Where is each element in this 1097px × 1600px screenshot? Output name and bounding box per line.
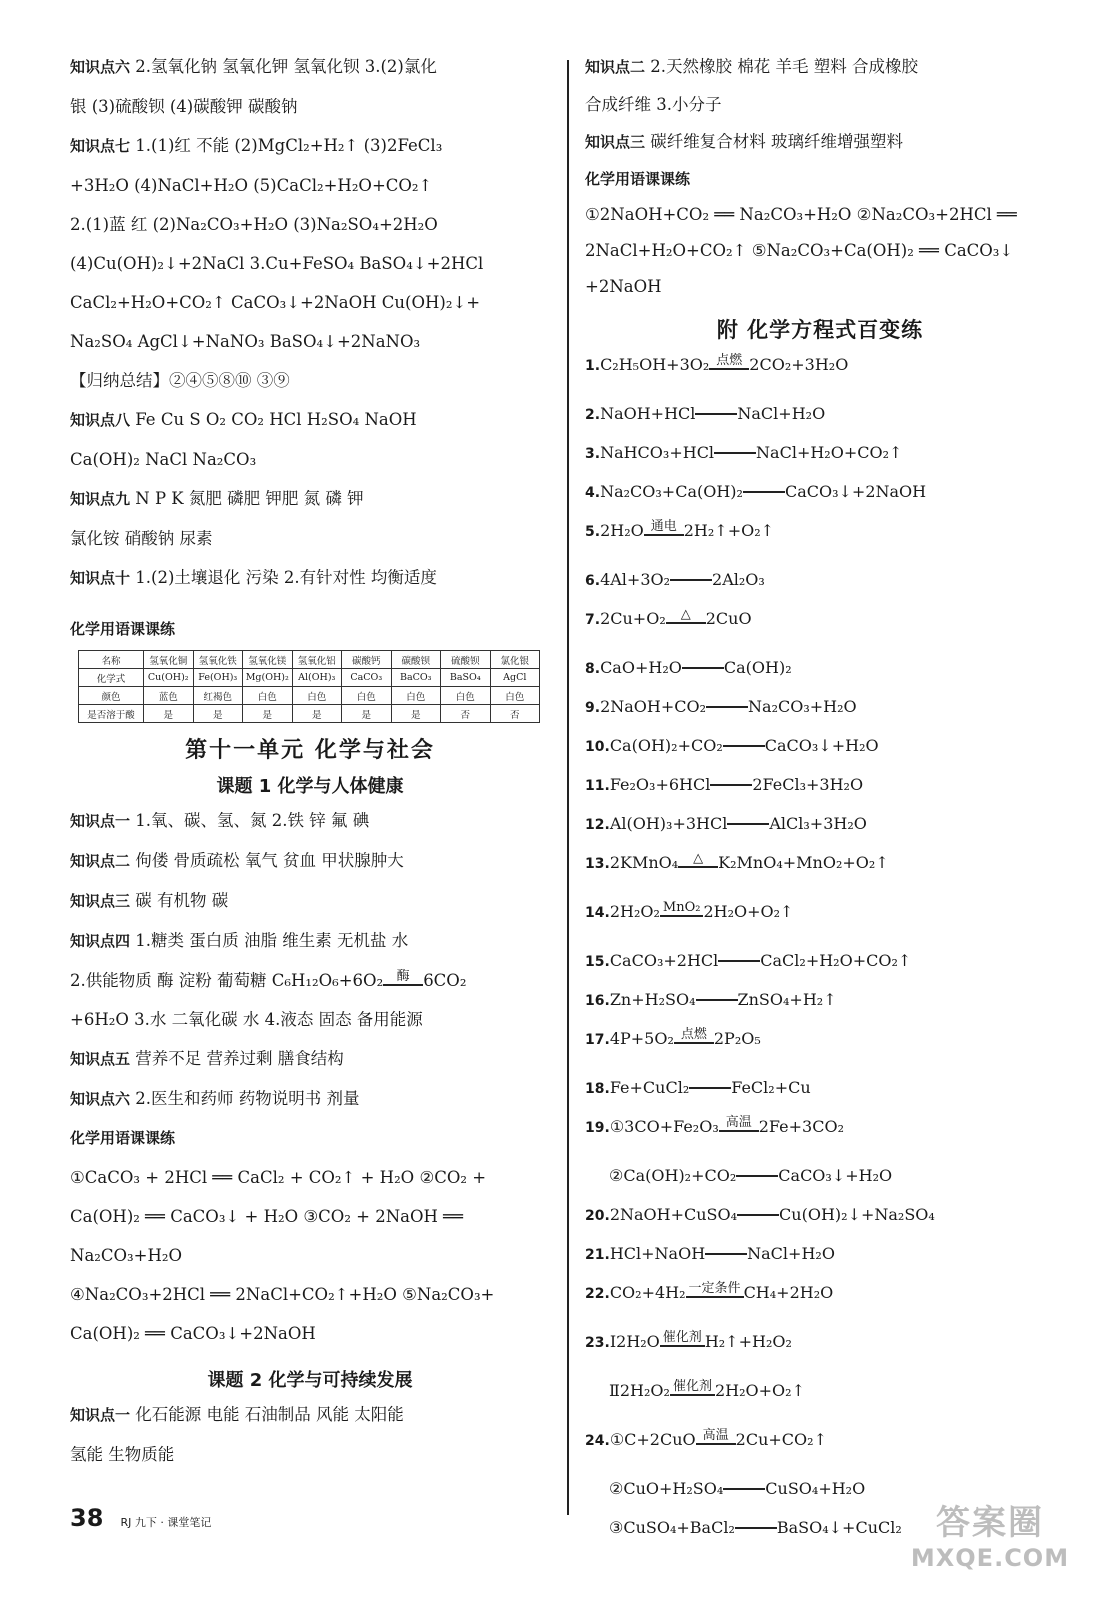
knowledge-label: 知识点三 xyxy=(70,892,131,910)
text-line xyxy=(70,1009,550,1030)
table-cell: Fe(OH)₃ xyxy=(193,669,243,687)
equation-line xyxy=(585,657,1055,680)
table-cell: 是 xyxy=(292,705,342,723)
condition-mark: 通电 xyxy=(644,520,684,536)
equation-line xyxy=(585,852,1055,875)
equation-reactants: ②CuO+H₂SO₄ xyxy=(609,1479,724,1498)
knowledge-label: 知识点六 xyxy=(70,1090,131,1108)
equation-line xyxy=(585,608,1055,631)
condition-mark: 高温 xyxy=(719,1116,759,1132)
table-cell: 氢氧化镁 xyxy=(243,651,293,669)
line-text: ①2NaOH+CO₂ ══ Na₂CO₃+H₂O ②Na₂CO₃+2HCl ══ xyxy=(585,205,1017,224)
table-cell: 名称 xyxy=(79,651,144,669)
equation-reactants: NaHCO₃+HCl xyxy=(600,443,715,462)
table-cell: 红褐色 xyxy=(193,687,243,705)
table-cell: 否 xyxy=(441,705,491,723)
condition-mark xyxy=(743,487,785,493)
text-line xyxy=(70,135,550,157)
table-cell: 碳酸钡 xyxy=(391,651,441,669)
knowledge-label: 知识点十 xyxy=(70,569,131,587)
table-cell: 否 xyxy=(490,705,540,723)
text-line xyxy=(585,276,1055,297)
table-row xyxy=(79,669,540,687)
equation-reactants: NaOH+HCl xyxy=(600,404,696,423)
text-line xyxy=(70,175,550,196)
condition-mark xyxy=(682,663,724,669)
right-column xyxy=(585,56,1055,1556)
equation-number: 1. xyxy=(585,358,601,374)
condition-mark: 高温 xyxy=(696,1429,736,1445)
equation-products: CH₄+2H₂O xyxy=(743,1283,834,1302)
equation-line xyxy=(585,1165,1055,1188)
table-cell: Cu(OH)₂ xyxy=(144,669,194,687)
equation-number: 3. xyxy=(585,446,601,462)
line-text: 银 (3)硫酸钡 (4)碳酸钾 碳酸钠 xyxy=(70,97,298,116)
condition-mark xyxy=(689,1083,731,1089)
knowledge-label: 知识点三 xyxy=(585,133,646,151)
table-cell: 白色 xyxy=(441,687,491,705)
equation-reactants: Ⅰ2H₂O xyxy=(609,1332,660,1351)
text-line xyxy=(70,567,550,589)
equation-line xyxy=(585,1331,1055,1354)
table-cell: Mg(OH)₂ xyxy=(243,669,293,687)
line-text: 2.(1)蓝 红 (2)Na₂CO₃+H₂O (3)Na₂SO₄+2H₂O xyxy=(70,215,438,234)
equation-products: AlCl₃+3H₂O xyxy=(769,814,867,833)
line-text: 1.氧、碳、氢、氮 2.铁 锌 氟 碘 xyxy=(130,811,370,830)
table-row xyxy=(79,705,540,723)
knowledge-label: 知识点七 xyxy=(70,137,131,155)
equation-reactants: 2H₂O₂ xyxy=(609,902,660,921)
equation-products: 2H₂O+O₂↑ xyxy=(703,902,794,921)
knowledge-label: 知识点五 xyxy=(70,1050,131,1068)
text-line xyxy=(70,292,550,313)
watermark-logo: 答案圈 MXQE.COM xyxy=(910,1503,1070,1572)
line-text: Ca(OH)₂ NaCl Na₂CO₃ xyxy=(70,450,257,469)
text-line xyxy=(70,331,550,352)
text-line xyxy=(70,214,550,235)
equation-number: 8. xyxy=(585,661,601,677)
equation-number: 4. xyxy=(585,485,601,501)
equation-line xyxy=(585,1204,1055,1227)
equation-number: 2. xyxy=(585,407,601,423)
line-text: 营养不足 营养过剩 膳食结构 xyxy=(130,1049,344,1068)
condition-mark: △ xyxy=(666,608,706,624)
line-text: CaCl₂+H₂O+CO₂↑ CaCO₃↓+2NaOH Cu(OH)₂↓+ xyxy=(70,293,481,312)
text-line xyxy=(70,1206,550,1227)
table-cell: BaSO₄ xyxy=(441,669,491,687)
table-cell: 氢氧化铝 xyxy=(292,651,342,669)
equation-line xyxy=(585,1282,1055,1305)
equation-products: K₂MnO₄+MnO₂+O₂↑ xyxy=(718,853,889,872)
equation-number: 5. xyxy=(585,524,601,540)
condition-mark: MnO₂ xyxy=(660,901,704,917)
table-row xyxy=(79,687,540,705)
equation-reactants: Ⅱ2H₂O₂ xyxy=(609,1381,670,1400)
equation-line xyxy=(585,774,1055,797)
right-practice-lines xyxy=(585,204,1055,312)
equation-reactants: 2NaOH+CO₂ xyxy=(600,697,707,716)
equation-line xyxy=(585,813,1055,836)
text-line xyxy=(70,1323,550,1344)
table-cell: 化学式 xyxy=(79,669,144,687)
line-text: 2.氢氧化钠 氢氧化钾 氢氧化钡 3.(2)氯化 xyxy=(130,57,437,76)
equation-reactants: C₂H₅OH+3O₂ xyxy=(600,355,710,374)
topic1-title: 课题 1 化学与人体健康 xyxy=(216,776,404,797)
equation-reactants: Fe+CuCl₂ xyxy=(609,1078,690,1097)
text-line xyxy=(70,96,550,117)
line-text: 1.糖类 蛋白质 油脂 维生素 无机盐 水 xyxy=(130,931,409,950)
line-text: +6H₂O 3.水 二氧化碳 水 4.液态 固态 备用能源 xyxy=(70,1010,423,1029)
table-cell: 氢氧化铜 xyxy=(144,651,194,669)
equation-products: BaSO₄↓+CuCl₂ xyxy=(776,1518,902,1537)
equation-number: 21. xyxy=(585,1247,610,1263)
equation-line xyxy=(585,735,1055,758)
equation-products: 2H₂O+O₂↑ xyxy=(714,1381,805,1400)
condition-mark xyxy=(705,1249,747,1255)
equation-products: 2P₂O₅ xyxy=(713,1029,761,1048)
practice2-lines xyxy=(70,1167,550,1362)
condition-mark: 点燃 xyxy=(674,1028,714,1044)
table-cell: 白色 xyxy=(243,687,293,705)
condition-mark: 点燃 xyxy=(709,354,749,370)
text-line xyxy=(70,930,550,952)
equation-products: 2FeCl₃+3H₂O xyxy=(752,775,864,794)
line-text: +3H₂O (4)NaCl+H₂O (5)CaCl₂+H₂O+CO₂↑ xyxy=(70,176,433,195)
line-text: +2NaOH xyxy=(585,277,662,296)
knowledge-label: 知识点八 xyxy=(70,411,131,429)
right-practice-heading: 化学用语课课练 xyxy=(585,170,691,188)
condition-mark xyxy=(718,956,760,962)
column-divider xyxy=(567,60,569,1515)
equation-reactants: Na₂CO₃+Ca(OH)₂ xyxy=(600,482,743,501)
equation-products: ZnSO₄+H₂↑ xyxy=(737,990,837,1009)
text-line xyxy=(585,204,1055,225)
knowledge-label: 知识点二 xyxy=(70,852,131,870)
page-number: 38 xyxy=(70,1504,104,1532)
equation-line xyxy=(585,442,1055,465)
line-text: Ca(OH)₂ ══ CaCO₃↓ + H₂O ③CO₂ + 2NaOH ══ xyxy=(70,1207,464,1226)
table-cell: 是 xyxy=(342,705,392,723)
equation-line xyxy=(585,1028,1055,1051)
equation-products: CaCO₃↓+2NaOH xyxy=(784,482,927,501)
knowledge-label: 知识点六 xyxy=(70,58,131,76)
table-cell: AgCl xyxy=(490,669,540,687)
equation-reactants: CaCO₃+2HCl xyxy=(609,951,719,970)
line-text: 氢能 生物质能 xyxy=(70,1445,175,1464)
equation-number: 17. xyxy=(585,1032,610,1048)
equation-reactants: 4Al+3O₂ xyxy=(600,570,671,589)
table-cell: 碳酸钙 xyxy=(342,651,392,669)
text-line xyxy=(585,240,1055,261)
line-text: 2NaCl+H₂O+CO₂↑ ⑤Na₂CO₃+Ca(OH)₂ ══ CaCO₃↓ xyxy=(585,241,1014,260)
equation-products: 2Cu+CO₂↑ xyxy=(735,1430,827,1449)
line-text: ①CaCO₃ + 2HCl ══ CaCl₂ + CO₂↑ + H₂O ②CO₂ + xyxy=(70,1168,487,1187)
equation-number: 23. xyxy=(585,1335,610,1351)
equation-number: 10. xyxy=(585,739,610,755)
table-cell: 是 xyxy=(243,705,293,723)
condition-mark xyxy=(706,702,748,708)
text-line xyxy=(70,528,550,549)
equation-number: 14. xyxy=(585,905,610,921)
text-line xyxy=(585,94,1055,115)
practice-heading: 化学用语课课练 xyxy=(70,620,176,638)
text-line xyxy=(70,449,550,470)
text-line xyxy=(70,370,550,391)
condition-mark: 催化剂 xyxy=(660,1331,705,1347)
equation-list xyxy=(585,354,1055,1556)
equation-line xyxy=(585,1380,1055,1403)
equation-products: 2Al₂O₃ xyxy=(712,570,765,589)
topic2-points xyxy=(70,1404,550,1483)
equation-reactants: 2Cu+O₂ xyxy=(600,609,666,628)
topic1-equation-line: 2.供能物质 酶 淀粉 葡萄糖 C₆H₁₂O₆+6O₂ 酶 6CO₂ xyxy=(70,969,467,990)
table-cell: 是 xyxy=(193,705,243,723)
equation-reactants: 4P+5O₂ xyxy=(609,1029,674,1048)
equation-number: 20. xyxy=(585,1208,610,1224)
condition-mark xyxy=(736,1171,778,1177)
equation-line xyxy=(585,1243,1055,1266)
equation-number: 7. xyxy=(585,612,601,628)
line-text: 1.(2)土壤退化 污染 2.有针对性 均衡适度 xyxy=(130,568,437,587)
equation-number: 12. xyxy=(585,817,610,833)
text-line xyxy=(585,131,1055,153)
equation-products: 2H₂↑+O₂↑ xyxy=(683,521,775,540)
equation-products: FeCl₂+Cu xyxy=(731,1078,811,1097)
knowledge-label: 知识点一 xyxy=(70,1406,131,1424)
topic2-title: 课题 2 化学与可持续发展 xyxy=(207,1370,413,1391)
equation-number: 6. xyxy=(585,573,601,589)
table-cell: 是否溶于酸 xyxy=(79,705,144,723)
equation-number: 11. xyxy=(585,778,610,794)
topic1-points xyxy=(70,810,550,970)
table-cell: 是 xyxy=(144,705,194,723)
equation-number: 13. xyxy=(585,856,610,872)
equation-number: 24. xyxy=(585,1433,610,1449)
table-cell: 是 xyxy=(391,705,441,723)
equation-reactants: 2NaOH+CuSO₄ xyxy=(609,1205,738,1224)
equation-products: NaCl+H₂O+CO₂↑ xyxy=(756,443,903,462)
left-knowledge-points xyxy=(70,56,550,607)
text-line xyxy=(70,810,550,832)
table-cell: BaCO₃ xyxy=(391,669,441,687)
equation-products: Na₂CO₃+H₂O xyxy=(748,697,857,716)
footer-text: RJ 九下 · 课堂笔记 xyxy=(120,1516,212,1529)
equation-reactants: Fe₂O₃+6HCl xyxy=(609,775,711,794)
equation-line xyxy=(585,989,1055,1012)
topic1-points-b xyxy=(70,1009,550,1128)
table-cell: 白色 xyxy=(391,687,441,705)
text-line xyxy=(70,1048,550,1070)
equation-products: Ca(OH)₂ xyxy=(723,658,792,677)
condition-mark xyxy=(737,1210,779,1216)
left-column xyxy=(70,56,550,1483)
equation-reactants: ③CuSO₄+BaCl₂ xyxy=(609,1518,735,1537)
line-text: 碳纤维复合材料 玻璃纤维增强塑料 xyxy=(645,132,904,151)
equation-line xyxy=(585,520,1055,543)
line-text: 佝偻 骨质疏松 氧气 贫血 甲状腺肿大 xyxy=(130,851,404,870)
text-line xyxy=(70,1245,550,1266)
right-knowledge-points xyxy=(585,56,1055,169)
table-cell: 蓝色 xyxy=(144,687,194,705)
equation-products: CaCO₃↓+H₂O xyxy=(764,736,879,755)
text-line xyxy=(70,409,550,431)
text-line xyxy=(70,1444,550,1465)
line-text: (4)Cu(OH)₂↓+2NaCl 3.Cu+FeSO₄ BaSO₄↓+2HCl xyxy=(70,254,484,273)
condition-mark xyxy=(714,448,756,454)
condition-mark: 酶 xyxy=(383,970,423,986)
knowledge-label: 知识点二 xyxy=(585,58,646,76)
equation-products: CaCO₃↓+H₂O xyxy=(778,1166,893,1185)
text-line xyxy=(70,488,550,510)
line-text: 2.天然橡胶 棉花 羊毛 塑料 合成橡胶 xyxy=(645,57,918,76)
line-text: 氯化铵 硝酸钠 尿素 xyxy=(70,529,213,548)
text-line xyxy=(70,1284,550,1305)
condition-mark xyxy=(735,1523,777,1529)
appendix-title: 附 化学方程式百变练 xyxy=(716,318,924,342)
equation-reactants: ①C+2CuO xyxy=(609,1430,696,1449)
equation-reactants: CaO+H₂O xyxy=(600,658,682,677)
equation-reactants: Ca(OH)₂+CO₂ xyxy=(609,736,723,755)
equation-products: CuSO₄+H₂O xyxy=(765,1479,866,1498)
line-text: 【归纳总结】②④⑤⑧⑩ ③⑨ xyxy=(70,371,290,390)
equation-products: NaCl+H₂O xyxy=(747,1244,835,1263)
line-text: Na₂SO₄ AgCl↓+NaNO₃ BaSO₄↓+2NaNO₃ xyxy=(70,332,421,351)
table-cell: 氢氧化铁 xyxy=(193,651,243,669)
line-text: 2.医生和药师 药物说明书 剂量 xyxy=(130,1089,360,1108)
condition-mark xyxy=(696,995,738,1001)
table-row xyxy=(79,651,540,669)
condition-mark: 一定条件 xyxy=(686,1282,744,1298)
equation-line xyxy=(585,403,1055,426)
line-text: Ca(OH)₂ ══ CaCO₃↓+2NaOH xyxy=(70,1324,316,1343)
properties-table xyxy=(78,650,540,723)
text-line xyxy=(70,1167,550,1188)
equation-products: Cu(OH)₂↓+Na₂SO₄ xyxy=(779,1205,935,1224)
line-text: 合成纤维 3.小分子 xyxy=(585,95,722,114)
equation-number: 15. xyxy=(585,954,610,970)
text-line xyxy=(70,56,550,78)
equation-number: 19. xyxy=(585,1120,610,1136)
equation-reactants: CO₂+4H₂ xyxy=(609,1283,686,1302)
equation-reactants: ①3CO+Fe₂O₃ xyxy=(609,1117,719,1136)
unit-title: 第十一单元 化学与社会 xyxy=(185,738,435,763)
text-line xyxy=(70,253,550,274)
equation-products: 2Fe+3CO₂ xyxy=(758,1117,844,1136)
equation-line xyxy=(585,354,1055,377)
equation-products: 2CO₂+3H₂O xyxy=(749,355,849,374)
equation-reactants: 2H₂O xyxy=(600,521,644,540)
equation-number: 16. xyxy=(585,993,610,1009)
line-text: ④Na₂CO₃+2HCl ══ 2NaCl+CO₂↑+H₂O ⑤Na₂CO₃+ xyxy=(70,1285,495,1304)
line-text: Fe Cu S O₂ CO₂ HCl H₂SO₄ NaOH xyxy=(130,410,417,429)
equation-line xyxy=(585,1116,1055,1139)
equation-products: NaCl+H₂O xyxy=(737,404,826,423)
table-cell: 硫酸钡 xyxy=(441,651,491,669)
text-line xyxy=(70,850,550,872)
text-line xyxy=(585,56,1055,78)
line-text: 碳 有机物 碳 xyxy=(130,891,229,910)
line-text: 1.(1)红 不能 (2)MgCl₂+H₂↑ (3)2FeCl₃ xyxy=(130,136,443,155)
condition-mark: △ xyxy=(678,852,718,868)
condition-mark xyxy=(670,575,712,581)
table-cell: CaCO₃ xyxy=(342,669,392,687)
page-footer xyxy=(70,1504,211,1532)
knowledge-label: 知识点四 xyxy=(70,932,131,950)
equation-line xyxy=(585,1077,1055,1100)
line-text: N P K 氮肥 磷肥 钾肥 氮 磷 钾 xyxy=(130,489,364,508)
equation-reactants: HCl+NaOH xyxy=(609,1244,706,1263)
condition-mark xyxy=(727,819,769,825)
condition-mark xyxy=(710,780,752,786)
equation-reactants: ②Ca(OH)₂+CO₂ xyxy=(609,1166,737,1185)
equation-line xyxy=(585,696,1055,719)
line-text: Na₂CO₃+H₂O xyxy=(70,1246,183,1265)
condition-mark xyxy=(695,409,737,415)
equation-products: H₂↑+H₂O₂ xyxy=(704,1332,792,1351)
condition-mark: 催化剂 xyxy=(670,1380,715,1396)
equation-number: 18. xyxy=(585,1081,610,1097)
equation-products: 2CuO xyxy=(705,609,752,628)
table-cell: 颜色 xyxy=(79,687,144,705)
text-line xyxy=(70,890,550,912)
condition-mark xyxy=(723,741,765,747)
equation-number: 9. xyxy=(585,700,601,716)
condition-mark xyxy=(723,1484,765,1490)
line-text: 化石能源 电能 石油制品 风能 太阳能 xyxy=(130,1405,404,1424)
text-line xyxy=(70,1088,550,1110)
equation-line xyxy=(585,569,1055,592)
equation-line xyxy=(585,481,1055,504)
practice-heading-2: 化学用语课课练 xyxy=(70,1129,176,1147)
table-cell: 白色 xyxy=(490,687,540,705)
equation-reactants: Zn+H₂SO₄ xyxy=(609,990,696,1009)
equation-products: CaCl₂+H₂O+CO₂↑ xyxy=(760,951,912,970)
equation-reactants: 2KMnO₄ xyxy=(609,853,679,872)
equation-line xyxy=(585,950,1055,973)
equation-number: 22. xyxy=(585,1286,610,1302)
knowledge-label: 知识点九 xyxy=(70,490,131,508)
knowledge-label: 知识点一 xyxy=(70,812,131,830)
table-cell: 白色 xyxy=(292,687,342,705)
equation-reactants: Al(OH)₃+3HCl xyxy=(609,814,728,833)
text-line xyxy=(70,1404,550,1426)
table-cell: 白色 xyxy=(342,687,392,705)
table-cell: 氯化银 xyxy=(490,651,540,669)
equation-line xyxy=(585,1429,1055,1452)
table-cell: Al(OH)₃ xyxy=(292,669,342,687)
equation-line xyxy=(585,901,1055,924)
